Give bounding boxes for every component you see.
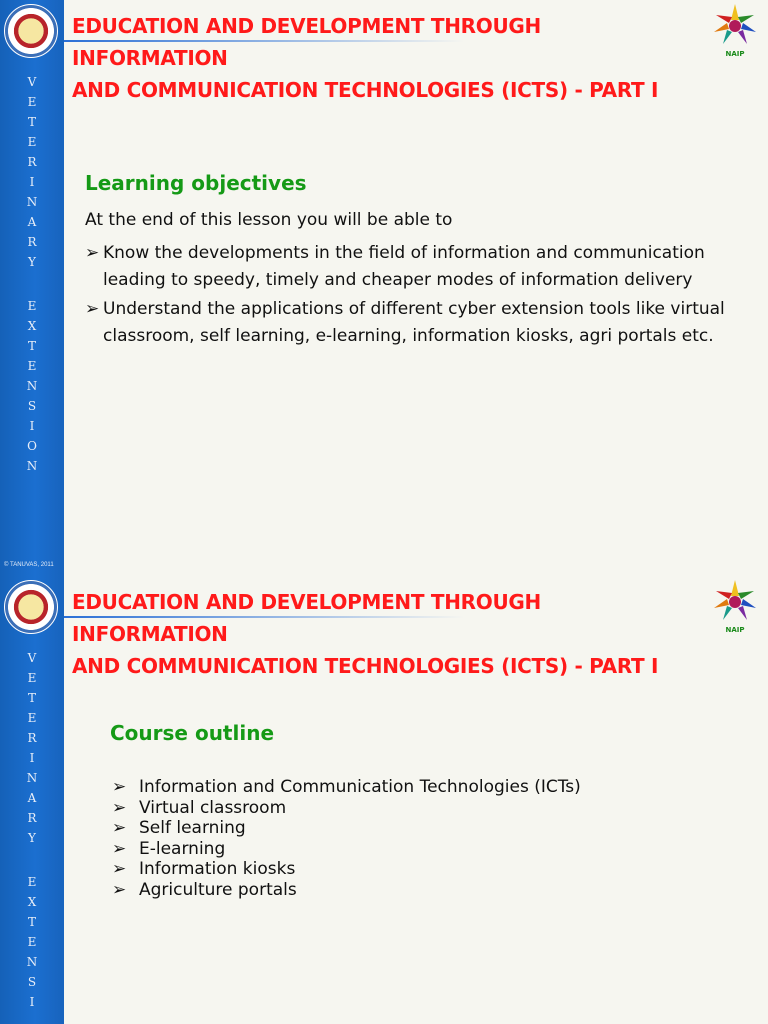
- sidebar-letter: I: [29, 175, 35, 189]
- arrow-bullet-icon: ➢: [112, 859, 127, 879]
- sidebar-letter: V: [27, 75, 37, 89]
- slide-course-outline: [0, 576, 768, 1024]
- sidebar-letter: T: [27, 915, 36, 929]
- sidebar-letter: T: [27, 339, 36, 353]
- sidebar: [0, 576, 64, 1024]
- title-line-2: AND COMMUNICATION TECHNOLOGIES (ICTS) - PART I: [72, 654, 659, 678]
- list-item: [112, 777, 581, 798]
- objective-text: Know the developments in the field of information and communication leading to speedy, timely and cheaper modes of information delivery: [103, 243, 705, 290]
- sidebar-letter: R: [27, 235, 37, 249]
- sidebar-letter: I: [29, 751, 35, 765]
- naip-logo-text: NAIP: [725, 626, 745, 634]
- sidebar-letter: T: [27, 691, 36, 705]
- list-item: [112, 859, 581, 880]
- sidebar-letter: E: [27, 711, 37, 725]
- sidebar-letter: Y: [28, 831, 36, 845]
- outline-item-text: Self learning: [139, 818, 246, 838]
- list-item: [85, 296, 735, 350]
- sidebar-letter: R: [27, 731, 37, 745]
- title-line-1: EDUCATION AND DEVELOPMENT THROUGH INFORMATION: [72, 14, 541, 70]
- list-item: [85, 240, 735, 294]
- sidebar-letter: E: [27, 935, 37, 949]
- sidebar-letter: Y: [28, 255, 36, 269]
- sidebar-letter: N: [26, 195, 38, 209]
- slide-title: [72, 586, 702, 682]
- arrow-bullet-icon: ➢: [85, 299, 100, 319]
- sidebar-vertical-text: [0, 648, 64, 1012]
- arrow-bullet-icon: ➢: [112, 777, 127, 797]
- course-outline-list: [112, 777, 581, 900]
- naip-logo-icon: [706, 578, 764, 636]
- outline-item-text: Information kiosks: [139, 859, 296, 879]
- list-item: [112, 818, 581, 839]
- outline-item-text: Virtual classroom: [139, 797, 287, 818]
- intro-text: At the end of this lesson you will be able to: [85, 210, 453, 230]
- sidebar: [0, 0, 64, 576]
- sidebar-letter: E: [27, 671, 37, 685]
- arrow-bullet-icon: ➢: [85, 243, 100, 263]
- sidebar-letter: I: [29, 995, 35, 1009]
- objective-text: Understand the applications of different cyber extension tools like virtual classroom, self learning, e-learning, information kiosks, agri portals etc.: [103, 299, 725, 346]
- outline-item-text: Agriculture portals: [139, 879, 297, 900]
- arrow-bullet-icon: ➢: [112, 797, 127, 818]
- naip-logo-icon: [706, 2, 764, 60]
- sidebar-letter: A: [27, 215, 37, 229]
- sidebar-letter: V: [27, 651, 37, 665]
- objectives-list: [85, 240, 735, 352]
- sidebar-letter: N: [26, 955, 38, 969]
- title-line-2: AND COMMUNICATION TECHNOLOGIES (ICTS) - PART I: [72, 78, 659, 102]
- university-seal-icon: [4, 580, 58, 634]
- arrow-bullet-icon: ➢: [112, 879, 127, 900]
- sidebar-letter: O: [27, 439, 37, 453]
- sidebar-letter: R: [27, 811, 37, 825]
- copyright-text: © TANUVAS, 2011: [4, 562, 54, 568]
- slide-title: [72, 10, 702, 106]
- sidebar-letter: X: [27, 895, 37, 909]
- sidebar-letter: E: [27, 135, 37, 149]
- section-heading: Course outline: [110, 721, 275, 745]
- naip-logo-text: NAIP: [725, 50, 745, 58]
- outline-item-text: E-learning: [139, 838, 226, 859]
- arrow-bullet-icon: ➢: [112, 838, 127, 859]
- sidebar-letter: A: [27, 791, 37, 805]
- list-item: [112, 798, 581, 819]
- title-underline: [64, 616, 464, 618]
- arrow-bullet-icon: ➢: [112, 818, 127, 838]
- sidebar-letter: R: [27, 155, 37, 169]
- sidebar-letter: E: [27, 299, 37, 313]
- title-line-1: EDUCATION AND DEVELOPMENT THROUGH INFORMATION: [72, 590, 541, 646]
- sidebar-letter: S: [27, 399, 37, 413]
- sidebar-letter: I: [29, 419, 35, 433]
- sidebar-letter: N: [26, 771, 38, 785]
- sidebar-letter: N: [26, 379, 38, 393]
- section-heading: Learning objectives: [85, 171, 307, 195]
- sidebar-letter: S: [27, 975, 37, 989]
- outline-item-text: Information and Communication Technologies (ICTs): [139, 777, 581, 797]
- sidebar-letter: X: [27, 319, 37, 333]
- title-underline: [64, 40, 464, 42]
- list-item: [112, 880, 581, 901]
- sidebar-vertical-text: [0, 72, 64, 476]
- university-seal-icon: [4, 4, 58, 58]
- sidebar-letter: E: [27, 95, 37, 109]
- sidebar-letter: N: [26, 459, 38, 473]
- sidebar-letter: E: [27, 875, 37, 889]
- sidebar-letter: E: [27, 359, 37, 373]
- sidebar-letter: T: [27, 115, 36, 129]
- list-item: [112, 839, 581, 860]
